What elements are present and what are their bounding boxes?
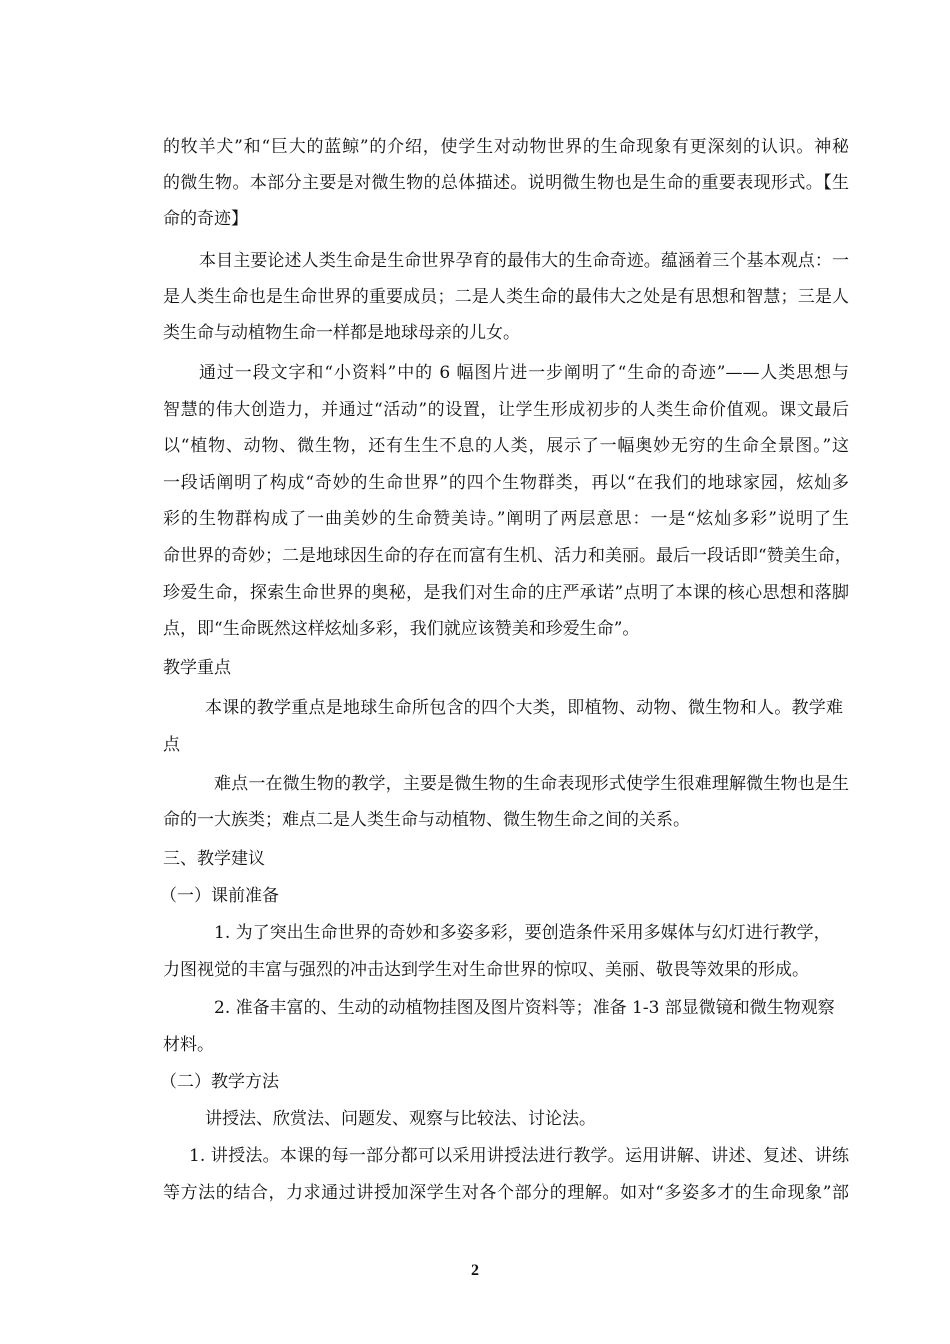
text-line: 以“植物、动物、微生物，还有生生不息的人类，展示了一幅奥妙无穷的生命全景图。”这 [163, 436, 849, 456]
text-line: 讲授法、欣赏法、问题发、观察与比较法、讨论法。 [205, 1109, 596, 1129]
subsection-heading-methods: （二）教学方法 [160, 1072, 279, 1092]
list-item: 1. 讲授法。本课的每一部分都可以采用讲授法进行教学。运用讲解、讲述、复述、讲练 [189, 1146, 849, 1166]
text-line: 类生命与动植物生命一样都是地球母亲的儿女。 [163, 323, 520, 343]
text-line: 等方法的结合，力求通过讲授加深学生对各个部分的理解。如对“多姿多才的生命现象”部 [163, 1183, 849, 1203]
text-line: 力图视觉的丰富与强烈的冲击达到学生对生命世界的惊叹、美丽、敬畏等效果的形成。 [163, 960, 809, 980]
section-heading-teaching-suggestions: 三、教学建议 [163, 849, 265, 869]
page-number: 2 [471, 1262, 479, 1279]
text-line: 是人类生命也是生命世界的重要成员；二是人类生命的最伟大之处是有思想和智慧；三是人 [163, 287, 849, 307]
text-line: 的牧羊犬”和“巨大的蓝鲸”的介绍，使学生对动物世界的生命现象有更深刻的认识。神秘 [163, 137, 849, 157]
paragraph-start: 通过一段文字和“小资料”中的 6 幅图片进一步阐明了“生命的奇迹”——人类思想与 [199, 363, 849, 383]
list-item: 1. 为了突出生命世界的奇妙和多姿多彩，要创造条件采用多媒体与幻灯进行教学， [214, 923, 831, 943]
text-line: 点 [163, 735, 180, 755]
text-line: 点，即“生命既然这样炫灿多彩，我们就应该赞美和珍爱生命”。 [163, 619, 640, 639]
text-line: 珍爱生命，探索生命世界的奥秘，是我们对生命的庄严承诺”点明了本课的核心思想和落脚 [163, 583, 849, 603]
text-line: 彩的生物群构成了一曲美妙的生命赞美诗。”阐明了两层意思：一是“炫灿多彩”说明了生 [163, 509, 849, 529]
subsection-heading-preparation: （一）课前准备 [160, 886, 279, 906]
text-line: 命世界的奇妙；二是地球因生命的存在而富有生机、活力和美丽。最后一段话即“赞美生命， [163, 546, 852, 566]
paragraph-start: 难点一在微生物的教学，主要是微生物的生命表现形式使学生很难理解微生物也是生 [214, 774, 849, 794]
text-line: 材料。 [163, 1035, 214, 1055]
paragraph-start: 本课的教学重点是地球生命所包含的四个大类，即植物、动物、微生物和人。教学难 [205, 698, 843, 718]
paragraph-start: 本目主要论述人类生命是生命世界孕育的最伟大的生命奇迹。蕴涵着三个基本观点：一 [199, 251, 849, 271]
section-heading-key-points: 教学重点 [163, 658, 231, 678]
text-line: 智慧的伟大创造力，并通过“活动”的设置，让学生形成初步的人类生命价值观。课文最后 [163, 400, 849, 420]
text-line: 命的一大族类；难点二是人类生命与动植物、微生物生命之间的关系。 [163, 810, 690, 830]
text-line: 命的奇迹】 [163, 209, 248, 229]
text-line: 一段话阐明了构成“奇妙的生命世界”的四个生物群类，再以“在我们的地球家园，炫灿多 [163, 473, 849, 493]
text-line: 的微生物。本部分主要是对微生物的总体描述。说明微生物也是生命的重要表现形式。【生 [163, 173, 849, 193]
list-item: 2. 准备丰富的、生动的动植物挂图及图片资料等；准备 1-3 部显微镜和微生物观察 [214, 998, 835, 1018]
